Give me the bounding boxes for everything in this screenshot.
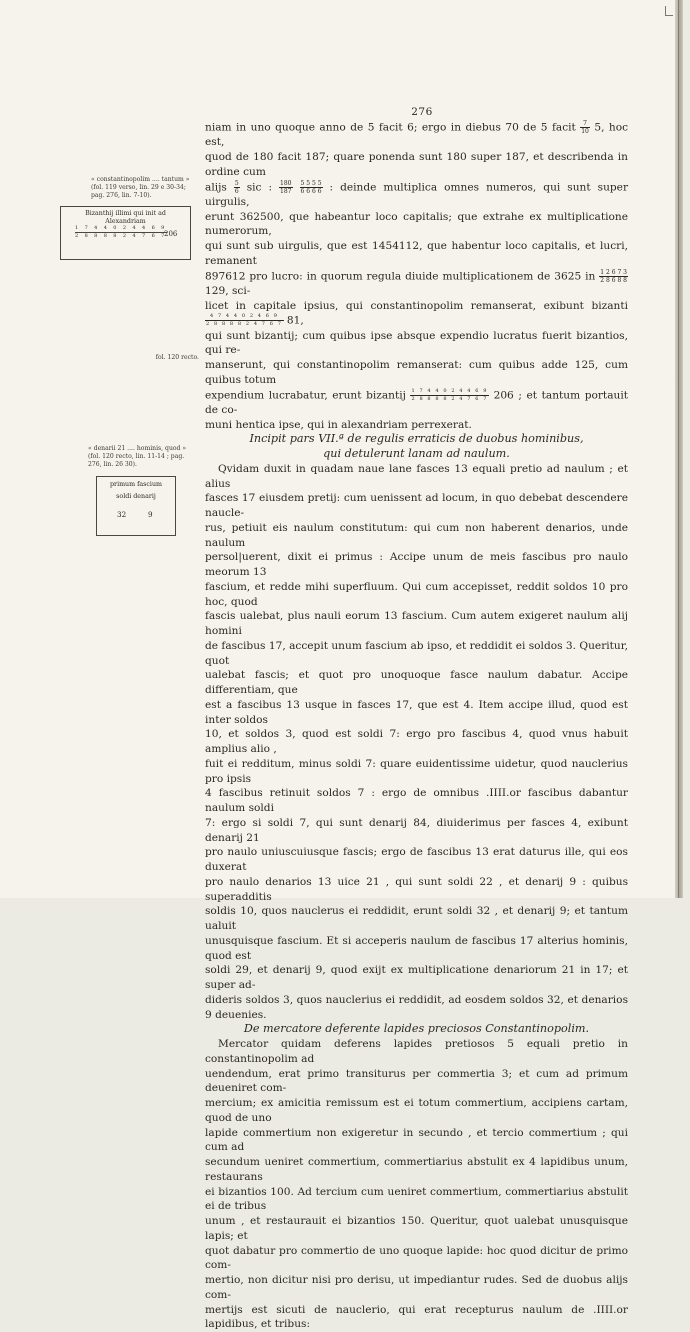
box-title-line-2: soldi denarij <box>97 493 175 501</box>
text-line: 10, et soldos 3, quod est soldi 7: ergo pro fascibus 4, quod vnus habuit amplius alio , <box>205 727 628 757</box>
box-fraction <box>75 225 167 240</box>
inline-fraction: $\frac{4 7 4 4 0 2 4 6 9}{2 8 8 8 8 2 4 7 6 7}$ <box>205 313 284 328</box>
box-value-denarij: 9 <box>148 510 153 519</box>
text-line: secundum ueniret commertium, commertiarius abstulit ex 4 lapidibus unum, restaurans <box>205 1155 628 1185</box>
section-heading-1: Incipit pars VII.ª de regulis erraticis de duobus hominibus, <box>205 432 628 447</box>
inline-fraction-sequence: $\frac{5 5 5 5}{6 6 6 6}$ <box>300 180 323 195</box>
box-title-line-1: primum fascium <box>97 481 175 489</box>
text-line: ei bizantios 100. Ad tercium cum ueniret commertium, commertiarius abstulit ei de tribus <box>205 1185 628 1215</box>
box-title: Bizanthij illimi qui init ad Alexandriam <box>65 210 186 226</box>
paragraph-wool-freight <box>205 462 628 1023</box>
text-line: pro naulo denarios 13 uice 21 , qui sunt soldi 22 , et denarij 9 : quibus superadditis <box>205 875 628 905</box>
text-line: mertio, non dicitur nisi pro derisu, ut impediantur rudes. Sed de duobus alijs com- <box>205 1273 628 1303</box>
text-line: de fascibus 17, accepit unum fascium ab ipso, et reddidit ei soldos 3. Queritur, quot <box>205 639 628 669</box>
inline-fraction: $\frac{180}{187}$ <box>279 180 292 195</box>
text-line: unum , et restaurauit ei bizantios 150. Queritur, quot ualebat unusquisque lapis; et <box>205 1214 628 1244</box>
text-line: fasces 17 eiusdem pretij: cum uenissent ad locum, in quo debebat descendere naucle- <box>205 491 628 521</box>
section-heading-2: De mercatore deferente lapides preciosos Constantinopolim. <box>205 1022 628 1037</box>
text-line: expendium lucrabatur, erunt bizantij $\frac{1 7 4 4 0 2 4 4 6 9}{2 8 8 8 8 2 4 7 6 7}$ 206 ; et tantum portauit de co- <box>205 388 628 418</box>
inline-fraction: $\frac{1 7 4 4 0 2 4 4 6 9}{2 8 8 8 8 2 4 7 6 7}$ <box>410 388 489 403</box>
text-line: alijs $\frac{5}{6}$ sic : $\frac{180}{187}$ $\frac{5 5 5 5}{6 6 6 6}$ : deinde multiplica omnes numeros, qui sunt super uirgulis, <box>205 180 628 210</box>
margin-calculation-box <box>60 206 191 260</box>
text-line: 897612 pro lucro: in quorum regula diuide multiplicationem de 3625 in $\frac{1 2 6 7 3}{2 8 6 8 8}$ 129, sci- <box>205 269 628 299</box>
margin-result-box <box>96 476 176 536</box>
text-line: Qvidam duxit in quadam naue lane fasces 13 equali pretio ad naulum ; et alius <box>205 462 628 492</box>
main-text <box>205 120 628 1332</box>
inline-fraction: $\frac{5}{6}$ <box>234 180 240 195</box>
page-number: 276 <box>402 106 442 118</box>
text-line: pro naulo uniuscuiusque fascis; ergo de fascibus 13 erat daturus ille, qui eos duxerat <box>205 845 628 875</box>
text-line: ualebat fascis; et quot pro unoquoque fasce naulum dabatur. Accipe differentiam, que <box>205 668 628 698</box>
paragraph-merchant-stones <box>205 1037 628 1332</box>
text-line: qui sunt bizantij; cum quibus ipse absque expendio lucratus fuerit bizantios, qui re- <box>205 329 628 359</box>
text-line: persol|uerent, dixit ei primus : Accipe unum de meis fascibus pro naulo meorum 13 <box>205 550 628 580</box>
text-line: Mercator quidam deferens lapides pretiosos 5 equali pretio in constantinopolim ad <box>205 1037 628 1067</box>
text-line: licet in capitale ipsius, qui constantinopolim remanserat, exibunt bizanti $\frac{4 7 4 4 0 2 4 6 9}{2 8 8 8 8 2 4 7 6 7}$ 81, <box>205 299 628 329</box>
text-line: fuit ei redditum, minus soldi 7: quare euidentissime uidetur, quod nauclerius pro ipsis <box>205 757 628 787</box>
text-line: unusquisque fascium. Et si acceperis naulum de fascibus 17 alterius hominis, quod est <box>205 934 628 964</box>
text-line: fascis ualebat, plus nauli eorum 13 fascium. Cum autem exigeret naulum alij homini <box>205 609 628 639</box>
text-line: quod de 180 facit 187; quare ponenda sunt 180 super 187, et describenda in ordine cum <box>205 150 628 180</box>
corner-mark <box>665 6 673 16</box>
text-line: mertijs est sicuti de nauclerio, qui erat recepturus naulum de .IIII.or lapidibus, et tribus: <box>205 1303 628 1332</box>
text-line: 7: ergo si soldi 7, qui sunt denarij 84, diuiderimus per fasces 4, exibunt denarij 21 <box>205 816 628 846</box>
box-value-soldi: 32 <box>117 510 126 519</box>
text-line: est a fascibus 13 usque in fasces 17, que est 4. Item accipe illud, quod est inter soldos <box>205 698 628 728</box>
box-fraction-numerators: 1 7 4 4 0 2 4 4 6 9 <box>75 225 167 232</box>
text-line: mercium; ex amicitia remissum est ei totum commertium, accipiens cartam, quod de uno <box>205 1096 628 1126</box>
box-fraction-denominators: 2 8 8 8 8 2 4 7 6 7 <box>75 232 167 240</box>
text-line: muni hentica ipse, qui in alexandriam perrexerat. <box>205 418 628 433</box>
section-heading-1-line-2: qui detulerunt lanam ad naulum. <box>205 447 628 462</box>
box-fraction-value: 206 <box>164 230 177 238</box>
margin-note-folio: fol. 120 recto. <box>137 354 199 362</box>
inline-fraction: $\frac{7}{10}$ <box>580 120 590 135</box>
margin-note-reference-2: « denarii 21 .... hominis, quod » (fol. 120 recto, lin. 11-14 ; pag. 276, lin. 26 30). <box>88 445 199 469</box>
text-line: soldis 10, quos nauclerus ei reddidit, erunt soldi 32 , et denarij 9; et tantum ualuit <box>205 904 628 934</box>
text-line: 4 fascibus retinuit soldos 7 : ergo de omnibus .IIII.or fascibus dabantur naulum soldi <box>205 786 628 816</box>
text-line: fascium, et redde mihi superfluum. Qui cum accepisset, reddit soldos 10 pro hoc, quod <box>205 580 628 610</box>
page-gutter <box>675 0 683 898</box>
text-line: niam in uno quoque anno de 5 facit 6; ergo in diebus 70 de 5 facit $\frac{7}{10}$ 5, hoc est, <box>205 120 628 150</box>
gutter-line <box>678 0 679 898</box>
text-line: lapide commertium non exigeretur in secundo , et tercio commertium ; qui cum ad <box>205 1126 628 1156</box>
text-line: qui sunt sub uirgulis, que est 1454112, que habentur loco capitalis, et lucri, remanent <box>205 239 628 269</box>
text-line: uendendum, erat primo transiturus per commertia 3; et cum ad primum deueniret com- <box>205 1067 628 1097</box>
inline-fraction: $\frac{1 2 6 7 3}{2 8 6 8 8}$ <box>599 269 628 284</box>
text-line: rus, petiuit eis naulum constitutum: qui cum non haberent denarios, unde naulum <box>205 521 628 551</box>
text-line: soldi 29, et denarij 9, quod exijt ex multiplicatione denariorum 21 in 17; et super ad- <box>205 963 628 993</box>
text-line: manserunt, qui constantinopolim remanserat: cum quibus adde 125, cum quibus totum <box>205 358 628 388</box>
text-line: erunt 362500, que habeantur loco capitalis; que extrahe ex multiplicatione numerorum, <box>205 210 628 240</box>
margin-note-reference-1: « constantinopolim .... tantum » (fol. 119 verso, lin. 29 e 30-34; pag. 276, lin. 7-10). <box>91 176 199 200</box>
text-line: dideris soldos 3, quos nauclerius ei reddidit, ad eosdem soldos 32, et denarios 9 deuenies. <box>205 993 628 1023</box>
text-line: quot dabatur pro commertio de uno quoque lapide: hoc quod dicitur de primo com- <box>205 1244 628 1274</box>
